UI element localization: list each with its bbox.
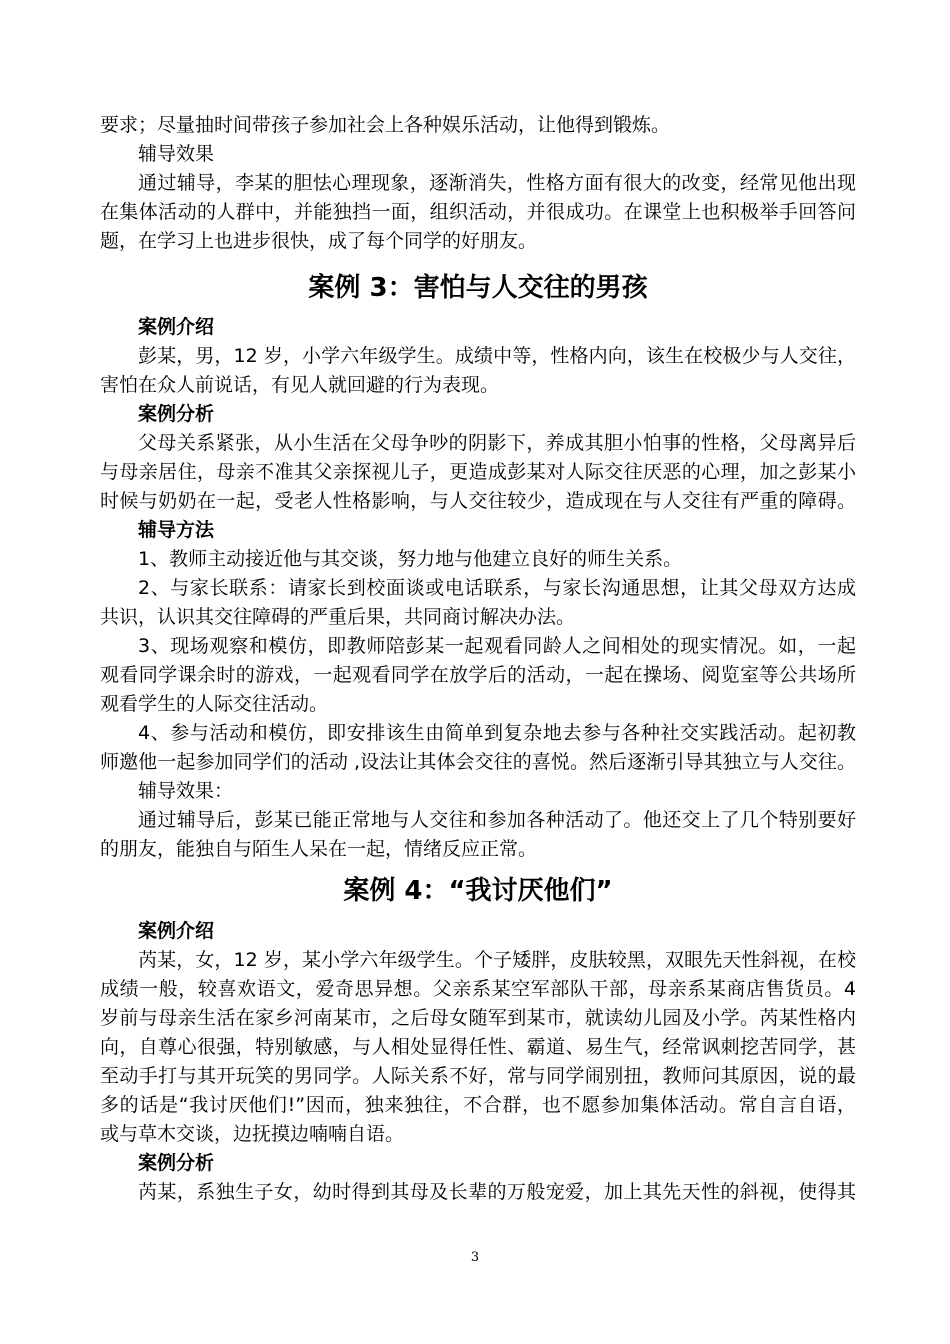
paragraph-line: 或与草木交谈，边抚摸边喃喃自语。 — [100, 1123, 405, 1145]
paragraph-line: 时候与奶奶在一起，受老人性格影响，与人交往较少，造成现在与人交往有严重的障碍。 — [100, 490, 856, 512]
paragraph-line: 通过辅导后，彭某已能正常地与人交往和参加各种活动了。他还交上了几个特别要好 — [138, 809, 856, 831]
paragraph-line: 多的话是“我讨厌他们!”因而，独来独往，不合群，也不愿参加集体活动。常自言自语， — [100, 1094, 856, 1116]
paragraph-line: 1、教师主动接近他与其交谈，努力地与他建立良好的师生关系。 — [138, 548, 683, 570]
section-label: 辅导效果 — [138, 143, 215, 165]
paragraph-line: 成绩一般，较喜欢语文，爱奇思异想。父亲系某空军部队干部，母亲系某商店售货员。4 — [100, 978, 856, 1000]
paragraph-line: 与母亲居住，母亲不准其父亲探视儿子，更造成彭某对人际交往厌恶的心理，加之彭某小 — [100, 461, 856, 483]
paragraph-line: 观看同学课余时的游戏，一起观看同学在放学后的活动，一起在操场、阅览室等公共场所 — [100, 664, 856, 686]
paragraph-line: 题，在学习上也进步很快，成了每个同学的好朋友。 — [100, 230, 538, 252]
paragraph-line: 向，自尊心很强，特别敏感，与人相处显得任性、霸道、易生气，经常讽刺挖苦同学，甚 — [100, 1036, 856, 1058]
case-4-analysis-heading: 案例分析 — [138, 1152, 215, 1174]
paragraph-line: 师邀他一起参加同学们的活动 ,设法让其体会交往的喜悦。然后逐渐引导其独立与人交往。 — [100, 751, 856, 773]
paragraph-line: 2、与家长联系：请家长到校面谈或电话联系，与家长沟通思想，让其父母双方达成 — [138, 577, 856, 599]
case-3-analysis-heading: 案例分析 — [138, 403, 215, 425]
paragraph-line: 共识，认识其交往障碍的严重后果，共同商讨解决办法。 — [100, 606, 576, 628]
case-3-title: 案例 3：害怕与人交往的男孩 — [308, 273, 648, 303]
paragraph-line: 芮某，系独生子女，幼时得到其母及长辈的万般宠爱，加上其先天性的斜视，使得其 — [138, 1181, 856, 1203]
paragraph-line: 3、现场观察和模仿，即教师陪彭某一起观看同龄人之间相处的现实情况。如，一起 — [138, 635, 856, 657]
section-label: 辅导效果： — [138, 780, 234, 802]
paragraph-line: 的朋友，能独自与陌生人呆在一起，情绪反应正常。 — [100, 838, 538, 860]
paragraph-line: 芮某，女，12 岁，某小学六年级学生。个子矮胖，皮肤较黑，双眼先天性斜视，在校 — [138, 949, 856, 971]
paragraph-line: 害怕在众人前说话，有见人就回避的行为表现。 — [100, 374, 500, 396]
case-4-title: 案例 4：“我讨厌他们” — [343, 876, 613, 906]
case-4-intro-heading: 案例介绍 — [138, 920, 215, 942]
paragraph-line: 要求；尽量抽时间带孩子参加社会上各种娱乐活动，让他得到锻炼。 — [100, 114, 671, 136]
page-number: 3 — [470, 1250, 480, 1265]
case-3-intro-heading: 案例介绍 — [138, 316, 215, 338]
paragraph-line: 通过辅导，李某的胆怯心理现象，逐渐消失，性格方面有很大的改变，经常见他出现 — [138, 172, 856, 194]
paragraph-line: 观看学生的人际交往活动。 — [100, 693, 329, 715]
paragraph-line: 在集体活动的人群中，并能独挡一面，组织活动，并很成功。在课堂上也积极举手回答问 — [100, 201, 856, 223]
paragraph-line: 父母关系紧张，从小生活在父母争吵的阴影下，养成其胆小怕事的性格，父母离异后 — [138, 432, 856, 454]
paragraph-line: 至动手打与其开玩笑的男同学。人际关系不好，常与同学闹别扭，教师问其原因，说的最 — [100, 1065, 856, 1087]
paragraph-line: 4、参与活动和模仿，即安排该生由简单到复杂地去参与各种社交实践活动。起初教 — [138, 722, 856, 744]
paragraph-line: 彭某，男，12 岁，小学六年级学生。成绩中等，性格内向，该生在校极少与人交往， — [138, 345, 856, 367]
paragraph-line: 岁前与母亲生活在家乡河南某市，之后母女随军到某市，就读幼儿园及小学。芮某性格内 — [100, 1007, 856, 1029]
case-3-method-heading: 辅导方法 — [138, 519, 215, 541]
